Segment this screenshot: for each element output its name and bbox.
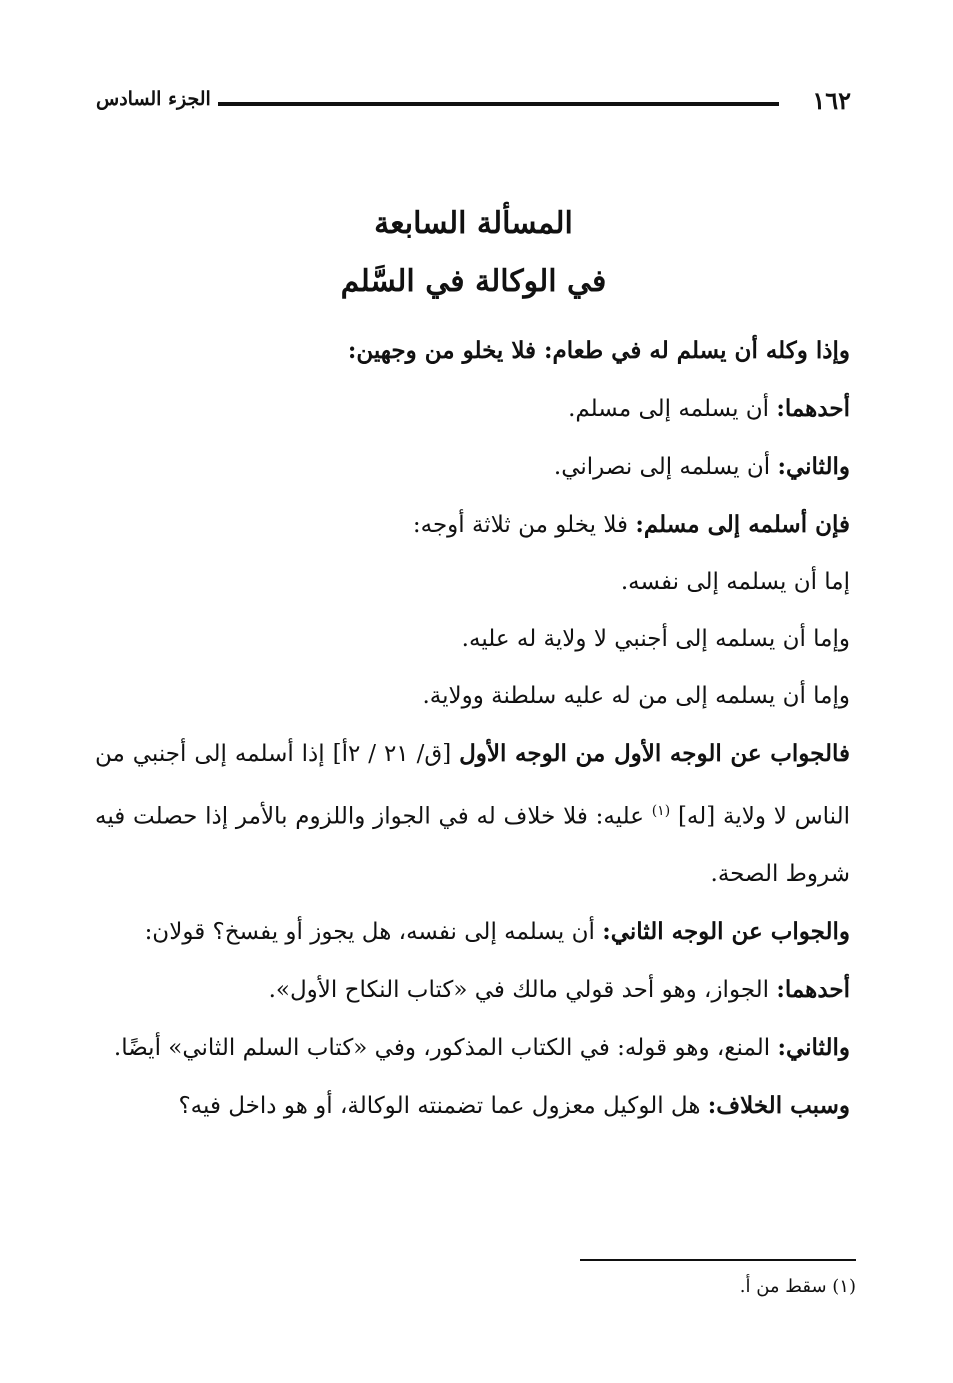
footnote-ref: (١) xyxy=(651,803,671,819)
bold-lead: وسبب الخلاف: xyxy=(707,1091,850,1119)
body-text xyxy=(95,322,850,1135)
running-title: الجزء السادس xyxy=(96,88,211,110)
paragraph xyxy=(95,611,850,668)
page-header xyxy=(96,86,851,122)
chapter-subtitle: في الوكالة في السَّلم xyxy=(340,264,607,299)
bold-lead: والثاني: xyxy=(777,453,850,480)
chapter-title: المسألة السابعة xyxy=(374,206,573,241)
paragraph-text: [ق/ ٢١ / ٢أ] إذا أسلمه إلى أجنبي من الناس لا ولاية [له] xyxy=(95,741,850,830)
paragraph xyxy=(95,554,850,611)
bold-lead: أحدهما: xyxy=(776,395,850,422)
paragraph xyxy=(95,903,850,961)
page-number: ١٦٢ xyxy=(812,86,851,115)
footnote-separator xyxy=(580,1259,856,1261)
paragraph xyxy=(95,668,850,725)
paragraph-text: أن يسلمه إلى نصراني. xyxy=(553,454,778,480)
paragraph-text: الجواز، وهو أحد قولي مالك في «كتاب النكاح الأول». xyxy=(268,976,777,1003)
header-rule xyxy=(218,102,779,106)
bold-lead: فإن أسلمه إلى مسلم: xyxy=(635,511,850,538)
paragraph-text: أن يسلمه إلى مسلم. xyxy=(568,396,777,422)
bold-lead: والثاني: xyxy=(777,1033,850,1061)
paragraph-text: أن يسلمه إلى نفسه، هل يجوز أو يفسخ؟ قولان: xyxy=(144,918,603,945)
paragraph xyxy=(95,322,850,380)
paragraph xyxy=(95,725,850,903)
paragraph-text: عليه: فلا خلاف له في الجواز واللزوم بالأمر إذا حصلت فيه شروط الصحة. xyxy=(95,803,850,887)
footnote: (١) سقط من أ. xyxy=(739,1276,856,1297)
bold-lead: فالجواب عن الوجه الأول من الوجه الأول xyxy=(459,740,850,767)
paragraph-text: وإما أن يسلمه إلى من له عليه سلطنة وولاية. xyxy=(422,683,850,709)
paragraph-text: المنع، وهو قوله: في الكتاب المذكور، وفي «كتاب السلم الثاني» أيضًا. xyxy=(113,1034,778,1061)
paragraph xyxy=(95,1077,850,1135)
paragraph xyxy=(95,496,850,554)
paragraph-text: هل الوكيل معزول عما تضمنته الوكالة، أو هو داخل فيه؟ xyxy=(178,1092,708,1119)
paragraph xyxy=(95,1019,850,1077)
paragraph-text: إما أن يسلمه إلى نفسه. xyxy=(620,569,850,595)
paragraph-text: وإما أن يسلمه إلى أجنبي لا ولاية له عليه. xyxy=(461,626,850,652)
bold-lead: والجواب عن الوجه الثاني: xyxy=(602,917,850,945)
paragraph xyxy=(95,380,850,438)
bold-lead: وإذا وكله أن يسلم له في طعام: فلا يخلو من وجهين: xyxy=(347,337,850,364)
chapter-titles xyxy=(96,195,851,311)
paragraph xyxy=(95,961,850,1019)
bold-lead: أحدهما: xyxy=(776,975,850,1003)
paragraph xyxy=(95,438,850,496)
paragraph-text: فلا يخلو من ثلاثة أوجه: xyxy=(412,512,636,538)
